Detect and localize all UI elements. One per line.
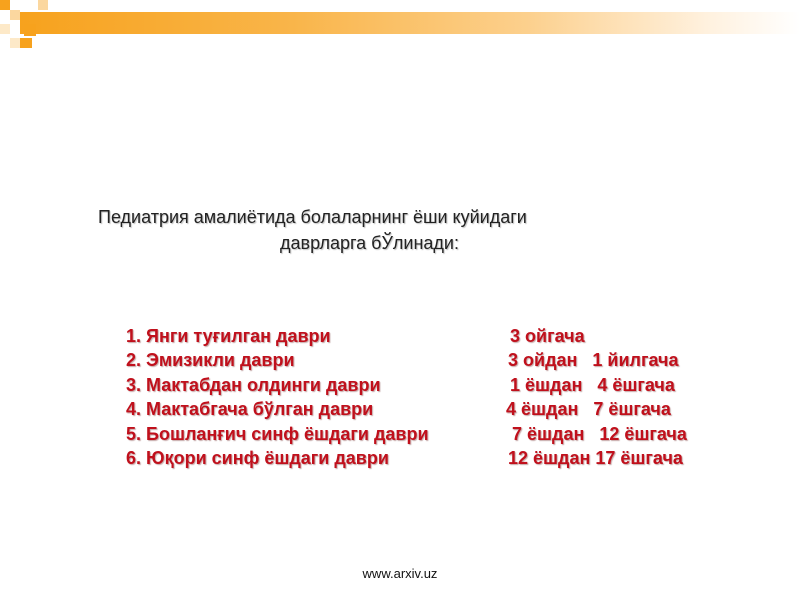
header-square <box>0 24 10 34</box>
header-square <box>20 38 32 48</box>
period-age-range: 3 ойдан 1 йилгача <box>508 350 679 371</box>
decorative-header-bar <box>0 0 800 50</box>
subtitle-line-2: даврларга бЎлинади: <box>280 233 459 253</box>
subtitle-line-1: Педиатрия амалиётида болаларнинг ёши куйидаги <box>98 207 527 227</box>
period-age-range: 1 ёшдан 4 ёшгача <box>510 374 675 395</box>
footer-source-text: www.arxiv.uz <box>362 566 438 581</box>
list-item <box>126 375 746 399</box>
period-age-range: 4 ёшдан 7 ёшгача <box>506 399 671 420</box>
list-item <box>126 326 746 350</box>
header-gradient-stripe <box>20 12 800 34</box>
period-name: 4. Мактабгача бўлган даври <box>126 399 374 420</box>
period-name: 2. Эмизикли даври <box>126 350 295 371</box>
period-age-range: 12 ёшдан 17 ёшгача <box>508 447 683 468</box>
header-square <box>0 0 10 10</box>
period-age-range: 7 ёшдан 12 ёшгача <box>512 423 687 444</box>
period-age-range: 3 ойгача <box>510 326 585 346</box>
header-square <box>24 24 36 36</box>
period-name: 3. Мактабдан олдинги даври <box>126 374 381 395</box>
period-name: 1. Янги туғилган даври <box>126 326 331 346</box>
age-periods-list <box>126 326 746 472</box>
period-name: 6. Юқори синф ёшдаги даври <box>126 447 389 468</box>
list-item <box>126 399 746 423</box>
slide-subtitle <box>80 204 660 256</box>
list-item <box>126 424 746 448</box>
list-item <box>126 448 746 472</box>
header-square <box>10 38 20 48</box>
period-name: 5. Бошланғич синф ёшдаги даври <box>126 423 429 444</box>
list-item <box>126 350 746 374</box>
header-square <box>38 0 48 10</box>
header-square <box>10 10 20 20</box>
